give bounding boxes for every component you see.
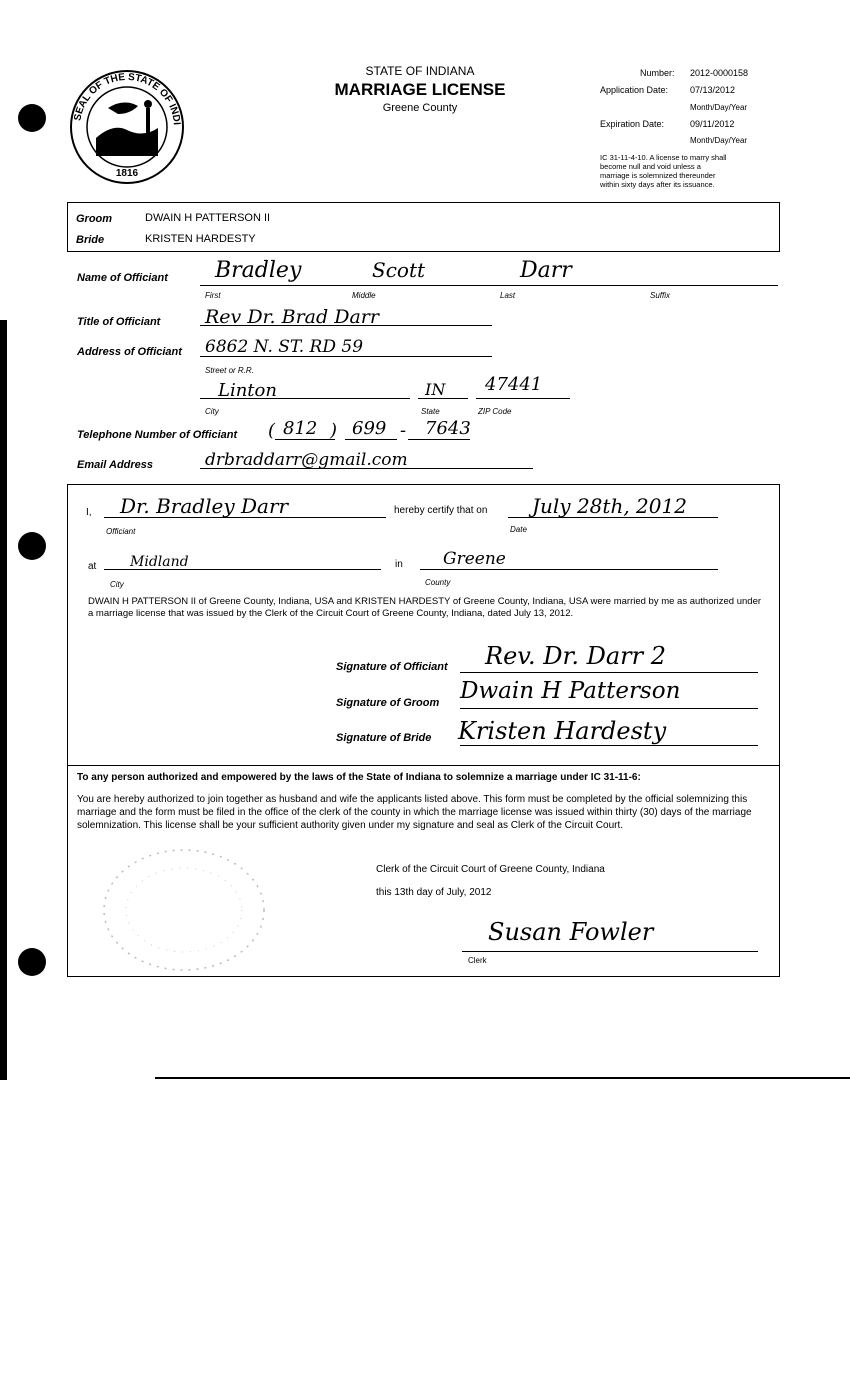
at-label: at — [88, 561, 97, 572]
phone-dash: - — [400, 420, 407, 441]
groom-signature: Dwain H Patterson — [460, 678, 681, 704]
suffix-caption: Suffix — [650, 291, 671, 300]
certification-box — [67, 484, 780, 766]
phone-area-line — [275, 439, 335, 440]
officiant-name-line — [200, 285, 778, 286]
in-label: in — [395, 559, 403, 570]
certifying-officiant: Dr. Bradley Darr — [120, 494, 289, 518]
first-caption: First — [205, 291, 221, 300]
marriage-city: Midland — [130, 554, 189, 570]
svg-text:SEAL OF THE STATE OF INDIANA — [68, 68, 182, 126]
certify-text: hereby certify that on — [394, 505, 488, 516]
zip-caption: ZIP Code — [478, 407, 512, 416]
officiant-middle-name: Scott — [372, 258, 426, 282]
certifying-officiant-line — [104, 517, 386, 518]
seal-year: 1816 — [115, 168, 139, 179]
groom-signature-line — [460, 708, 758, 709]
phone-line-number: 7643 — [425, 418, 471, 439]
clerk-date-line: this 13th day of July, 2012 — [376, 887, 492, 898]
marriage-city-line — [104, 569, 381, 570]
expiration-date-format: Month/Day/Year — [690, 136, 748, 145]
expiration-date-value: 09/11/2012 — [690, 119, 735, 129]
page-edge — [0, 320, 7, 1080]
phone-number-line — [408, 439, 470, 440]
state-title: STATE OF INDIANA — [365, 64, 475, 78]
officiant-signature-label: Signature of Officiant — [336, 661, 448, 673]
bride-label: Bride — [76, 234, 105, 246]
seal-outer-text: SEAL OF THE STATE OF INDI — [72, 71, 182, 126]
number-label: Number: — [640, 68, 675, 78]
officiant-state-line — [418, 398, 468, 399]
phone-prefix: 699 — [352, 418, 387, 439]
officiant-title-line — [200, 325, 492, 326]
statute-note-line: marriage is solemnized thereunder — [600, 171, 716, 180]
middle-caption: Middle — [352, 291, 376, 300]
marriage-statement: DWAIN H PATTERSON II of Greene County, Indiana, USA and KRISTEN HARDESTY of Greene County, Indiana, USA were married by me as authorized under a marriage license that was issued by the Clerk of the Circuit Court of Greene County, Indiana, dated July 13, 2012. — [88, 596, 762, 619]
phone-close-paren: ) — [330, 420, 338, 441]
authorization-body: You are hereby authorized to join together as husband and wife the applicants listed above. This form must be completed by the official solemnizing this marriage and the form must be filed in the office of the clerk of the county in which the marriage license was issued within thirty (30) days of the marriage solemnization. This license shall be your sufficient authority given under my signature and seal as Clerk of the Circuit Court. — [77, 794, 752, 831]
officiant-state-value: IN — [425, 380, 446, 399]
city-caption-cert: City — [110, 580, 124, 589]
officiant-name-label: Name of Officiant — [77, 272, 168, 284]
last-caption: Last — [500, 291, 516, 300]
clerk-caption: Clerk — [468, 956, 487, 965]
officiant-email-value: drbraddarr@gmail.com — [205, 450, 408, 470]
county-caption: County — [425, 578, 451, 587]
state-caption: State — [421, 407, 440, 416]
officiant-city-line — [200, 398, 410, 399]
clerk-title-line: Clerk of the Circuit Court of Greene County, Indiana — [376, 864, 605, 875]
officiant-email-label: Email Address — [77, 459, 154, 471]
phone-area-code: 812 — [283, 418, 318, 439]
authorization-heading: To any person authorized and empowered by the laws of the State of Indiana to solemnize a marriage under IC 31-11-6: — [77, 772, 641, 783]
officiant-first-name: Bradley — [215, 258, 302, 283]
statute-note-line: IC 31-11-4-10. A license to marry shall — [600, 153, 727, 162]
officiant-zip-value: 47441 — [485, 374, 543, 395]
scan-edge-line — [155, 1077, 850, 1079]
punch-hole — [18, 104, 46, 132]
groom-name: DWAIN H PATTERSON II — [145, 212, 271, 224]
application-date-label: Application Date: — [600, 85, 669, 95]
marriage-date: July 28th, 2012 — [532, 494, 687, 518]
i-label: I, — [86, 507, 92, 518]
bride-signature: Kristen Hardesty — [458, 717, 667, 745]
street-caption: Street or R.R. — [205, 366, 254, 375]
clerk-signature-line — [462, 951, 758, 952]
punch-hole — [18, 532, 46, 560]
application-date-format: Month/Day/Year — [690, 103, 748, 112]
officiant-caption: Officiant — [106, 527, 136, 536]
officiant-last-name: Darr — [520, 258, 572, 283]
application-date-value: 07/13/2012 — [690, 85, 736, 95]
number-value: 2012-0000158 — [690, 68, 749, 78]
punch-hole — [18, 948, 46, 976]
officiant-phone-label: Telephone Number of Officiant — [77, 429, 238, 441]
clerk-seal-icon — [96, 845, 271, 975]
marriage-date-line — [508, 517, 718, 518]
expiration-date-label: Expiration Date: — [600, 119, 665, 129]
marriage-county: Greene — [443, 549, 506, 569]
officiant-address-label: Address of Officiant — [77, 346, 182, 358]
clerk-signature: Susan Fowler — [488, 918, 654, 946]
groom-signature-label: Signature of Groom — [336, 697, 440, 709]
officiant-zip-line — [476, 398, 570, 399]
officiant-city-value: Linton — [218, 380, 277, 401]
officiant-street-line — [200, 356, 492, 357]
marriage-county-line — [420, 569, 718, 570]
document-title: MARRIAGE LICENSE — [334, 80, 506, 99]
officiant-street-value: 6862 N. ST. RD 59 — [205, 337, 364, 357]
officiant-title-value: Rev Dr. Brad Darr — [205, 306, 379, 328]
groom-label: Groom — [76, 213, 113, 225]
bride-signature-label: Signature of Bride — [336, 732, 432, 744]
county-subtitle: Greene County — [382, 102, 458, 114]
phone-open-paren: ( — [268, 420, 276, 441]
phone-prefix-line — [345, 439, 397, 440]
bride-name: KRISTEN HARDESTY — [145, 233, 256, 245]
state-seal-icon — [68, 68, 186, 186]
statute-note-line: within sixty days after its issuance. — [600, 180, 715, 189]
officiant-signature-line — [460, 672, 758, 673]
officiant-title-label: Title of Officiant — [77, 316, 161, 328]
bride-signature-line — [460, 745, 758, 746]
officiant-email-line — [200, 468, 533, 469]
officiant-signature: Rev. Dr. Darr 2 — [485, 642, 666, 670]
city-caption: City — [205, 407, 219, 416]
statute-note-line: become null and void unless a — [600, 162, 701, 171]
date-caption: Date — [510, 525, 527, 534]
